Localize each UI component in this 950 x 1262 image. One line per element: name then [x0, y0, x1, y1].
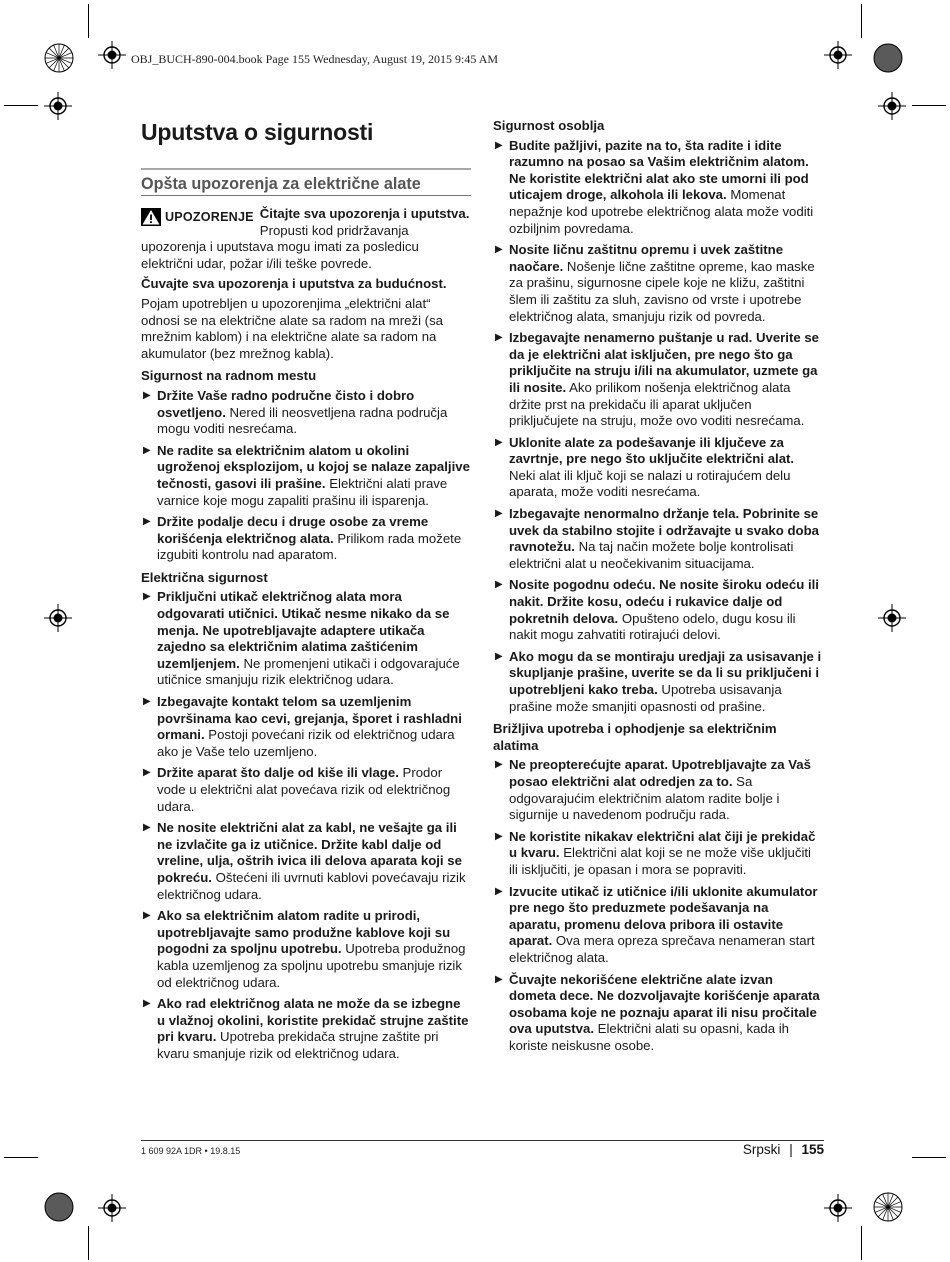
safety-item [493, 577, 823, 643]
warning-bold: Čitajte sva upozorenja i uputstva. [259, 206, 470, 221]
crop-mark [88, 1226, 89, 1260]
gray-disc-icon [44, 1192, 74, 1222]
footer-separator: | [789, 1142, 793, 1157]
bullet-arrow-icon: ▶ [495, 579, 503, 591]
safety-item-text: Momenat nepažnje kod upotrebe električnog alata može voditi ozbiljnim povredama. [509, 187, 814, 236]
bullet-arrow-icon: ▶ [143, 767, 151, 779]
bullet-arrow-icon: ▶ [495, 139, 503, 151]
safety-item [493, 506, 823, 572]
bullet-arrow-icon: ▶ [495, 436, 503, 448]
bullet-arrow-icon: ▶ [143, 998, 151, 1010]
page-number: 155 [801, 1142, 824, 1157]
bullet-arrow-icon: ▶ [495, 973, 503, 985]
left-sections [141, 368, 471, 1062]
registration-mark-icon [824, 41, 852, 69]
safety-item-bold: Ne preopterećujte aparat. Upotrebljavajte za Vaš posao električni alat odredjen za to. [509, 757, 811, 789]
bullet-arrow-icon: ▶ [495, 332, 503, 344]
bullet-arrow-icon: ▶ [495, 885, 503, 897]
safety-item [493, 330, 823, 430]
safety-item-text: Upotreba usisavanja prašine može smanjiti opasnosti od prašine. [509, 682, 782, 714]
subsection-heading: Sigurnost osoblja [493, 118, 605, 133]
safety-item-text: Nošenje lične zaštitne opreme, kao maske za prašinu, sigurnosne cipele koje ne kližu, zaštitni šlem ili zaštitu za sluh, zavisno od vrste i upotrebe električnog alata, smanjuju rizik od povreda. [509, 258, 815, 324]
footer-code: 1 609 92A 1DR • 19.8.15 [141, 1146, 241, 1156]
warning-body: Propusti kod pridržavanja upozorenja i uputstava mogu imati za posledicu električni udar, požar i/ili teške povrede. [141, 222, 419, 271]
bullet-arrow-icon: ▶ [143, 516, 151, 528]
safety-item-text: Električni alati prave varnice koje mogu zapaliti prašinu ili isparenja. [157, 475, 448, 508]
bullet-arrow-icon: ▶ [143, 910, 151, 922]
right-sections [493, 118, 823, 1054]
safety-item [493, 829, 823, 879]
footer-page [743, 1142, 824, 1157]
safety-item-bold: Izvucite utikač iz utičnice i/ili uklonite akumulator pre nego što preduzmete podešavanja na aparatu, promenu delova pribora ili ostavite aparat. [509, 883, 818, 949]
safety-item-bold: Izbegavajte kontakt telom sa uzemljenim površinama kao cevi, grejanja, šporet i rashladni ormani. [157, 694, 462, 743]
registration-mark-icon [44, 604, 72, 632]
safety-item [493, 884, 823, 967]
safety-item-text: Neki alat ili ključ koji se nalazi u rotirajućem delu aparata, može voditi nesrećama. [509, 467, 791, 500]
warning-triangle-icon [141, 208, 161, 226]
safety-item-text: Na taj način možete bolje kontrolisati električni alat u neočekivanim situacijama. [509, 539, 794, 571]
crop-mark [912, 1157, 946, 1158]
safety-item [141, 996, 471, 1062]
safety-item [493, 972, 823, 1055]
safety-item-bold: Izbegavajte nenormalno držanje tela. Pobrinite se uvek da stabilno stojite i održavajte u svako doba ravnotežu. [509, 506, 819, 555]
warning-text: UPOZORENJE [165, 209, 254, 224]
bullet-arrow-icon: ▶ [143, 696, 151, 708]
safety-item [141, 388, 471, 438]
safety-item [141, 820, 471, 903]
safety-item-text: Ova mera opreza sprečava nenameran start električnog alata. [509, 933, 815, 965]
bullet-arrow-icon: ▶ [495, 759, 503, 771]
safety-item [493, 138, 823, 238]
bullet-arrow-icon: ▶ [143, 822, 151, 834]
page-title: Uputstva o sigurnosti [141, 119, 374, 145]
bullet-arrow-icon: ▶ [143, 389, 151, 401]
subsection-heading: Električna sigurnost [141, 569, 268, 585]
safety-item [141, 908, 471, 991]
safety-item-bold: Nosite ličnu zaštitnu opremu i uvek zaštitne naočare. [509, 242, 784, 274]
safety-item-text: Oštećeni ili uvrnuti kablovi povećavaju rizik električnog udara. [157, 869, 466, 902]
safety-item-text: Opušteno odelo, dugu kosu ili nakit mogu zahvatiti rotirajući delovi. [509, 610, 796, 643]
star-target-icon [44, 43, 74, 73]
safety-item-text: Prilikom rada možete izgubiti kontrolu nad aparatom. [157, 530, 462, 563]
footer-rule [141, 1140, 824, 1141]
right-column [493, 118, 823, 1059]
safety-item-bold: Izbegavajte nenamerno puštanje u rad. Uverite se da je električni alat isključen, pre nego što ga priključite na struju i/ili na akumulator, uzmete ga ili nosite. [509, 330, 820, 395]
safety-item [141, 443, 471, 509]
safety-item-text: Upotreba prekidača strujne zaštite pri kvaru smanjuje rizik od električnog udara. [157, 1029, 439, 1061]
safety-item [141, 514, 471, 564]
safety-item-bold: Čuvajte nekorišćene električne alate izvan dometa dece. Ne dozvoljavajte korišćenje aparata osobama koje ne poznaju aparat ili nisu pročitale ova uputstva. [509, 971, 820, 1037]
safety-item-bold: Držite podalje decu i druge osobe za vreme korišćenja električnog alata. [157, 514, 429, 546]
safety-item [141, 694, 471, 760]
safety-item-bold: Držite Vaše radno područne čisto i dobro osvetljeno. [157, 387, 415, 420]
safety-item [493, 435, 823, 501]
safety-item [493, 757, 823, 823]
safety-item-bold: Držite aparat što dalje od kiše ili vlage. [157, 765, 399, 781]
print-header: OBJ_BUCH-890-004.book Page 155 Wednesday, August 19, 2015 9:45 AM [131, 52, 499, 66]
safety-item-bold: Ne nosite električni alat za kabl, ne vešajte ga ili ne izvlačite ga iz utičnice. Držite kabl dalje od vreline, ulja, oštrih ivica ili delova aparata koji se pokreću. [157, 820, 462, 885]
safety-item-bold: Nosite pogodnu odeću. Ne nosite široku odeću ili nakit. Držite kosu, odeću i rukavice dalje od pokretnih delova. [509, 577, 819, 626]
registration-mark-icon [878, 604, 906, 632]
crop-mark [4, 1157, 38, 1158]
keep-instructions: Čuvajte sva upozorenja i uputstva za budućnost. [141, 276, 447, 292]
safety-item-text: Upotreba produžnog kabla uzemljenog za spoljnu upotrebu smanjuje rizik od električnog udara. [157, 941, 466, 990]
warning-label [141, 208, 254, 226]
subsection-heading: Brižljiva upotreba i ophodjenje sa električnim alatima [493, 721, 777, 753]
bullet-arrow-icon: ▶ [143, 444, 151, 456]
safety-item-bold: Ako mogu da se montiraju uredjaji za usisavanje i skupljanje prašine, uverite se da li su priključeni i upotrebljeni kako treba. [509, 648, 822, 697]
safety-item [493, 242, 823, 325]
safety-item-bold: Ako sa električnim alatom radite u prirodi, upotrebljavajte samo produžne kablove koji su pogodni za spoljnu upotrebu. [157, 908, 451, 957]
registration-mark-icon [98, 41, 126, 69]
registration-mark-icon [98, 1194, 126, 1222]
safety-item-text: Sa odgovarajućim električnim alatom radite bolje i sigurnije u navedenom području rada. [509, 773, 780, 823]
star-target-icon [873, 1192, 903, 1222]
section-title: Opšta upozorenja za električne alate [141, 175, 421, 193]
safety-item-bold: Priključni utikač električnog alata mora odgovarati utičnici. Utikač nesme nikako da se menja. Ne upotrebljavajte adaptere utikača zajedno sa električnim alatima zaštićenim uzemljenjem. [157, 589, 450, 671]
warning-block [141, 206, 471, 272]
safety-item-text: Električni alat koji se ne može više uključiti ili isključiti, je opasan i mora se popraviti. [509, 845, 811, 877]
definition-paragraph: Pojam upotrebljen u upozorenjima „električni alat“ odnosi se na električne alate sa radom na mreži (sa mrežnim kablom) i na električne alate sa radom na akumulator (bez mrežnog kabla). [141, 295, 443, 361]
safety-item-bold: Ako rad električnog alata ne može da se izbegne u vlažnoj okolini, koristite prekidač strujne zaštite pri kvaru. [157, 996, 469, 1045]
crop-mark [861, 4, 862, 38]
registration-mark-icon [824, 1194, 852, 1222]
bullet-arrow-icon: ▶ [495, 244, 503, 256]
safety-item-text: Električni alati su opasni, kada ih koriste neiskusne osobe. [509, 1021, 790, 1053]
bullet-arrow-icon: ▶ [143, 591, 151, 603]
registration-mark-icon [878, 92, 906, 120]
safety-item [141, 589, 471, 689]
safety-item-bold: Budite pažljivi, pazite na to, šta radite i idite razumno na posao sa Vašim električnim alatom. Ne koristite električni alat ako ste umorni ili pod uticajem droge, alkohola ili lekova. [509, 137, 809, 203]
footer-language: Srpski [742, 1142, 781, 1157]
subsection-heading: Sigurnost na radnom mestu [141, 368, 317, 384]
safety-item [141, 765, 471, 815]
registration-mark-icon [44, 92, 72, 120]
safety-item-bold: Ne koristite nikakav električni alat čiji je prekidač u kvaru. [509, 828, 816, 861]
safety-item [493, 649, 823, 715]
safety-item-text: Nered ili neosvetljena radna područja mogu voditi nesrećama. [157, 404, 448, 437]
crop-mark [4, 105, 38, 106]
bullet-arrow-icon: ▶ [495, 830, 503, 842]
safety-item-text: Ako prilikom nošenja električnog alata držite prst na prekidaču ili aparat uključen priključujete na struju, može ovo voditi nesrećama. [509, 379, 805, 429]
safety-item-text: Ne promenjeni utikači i odgovarajuće utičnice smanjuju rizik električnog udara. [157, 655, 460, 688]
crop-mark [912, 105, 946, 106]
gray-disc-icon [873, 43, 903, 73]
left-column [141, 118, 471, 1068]
bullet-arrow-icon: ▶ [495, 508, 503, 520]
crop-mark [88, 4, 89, 38]
crop-mark [861, 1226, 862, 1260]
safety-item-bold: Ne radite sa električnim alatom u okolini ugroženoj eksplozijom, u kojoj se nalaze zapaljive tečnosti, gasovi ili prašine. [157, 442, 470, 491]
safety-item-text: Postoji povećani rizik od električnog udara ako je Vaše telo uzemljeno. [157, 727, 455, 759]
safety-item-text: Prodor vode u električni alat povećava rizik od električnog udara. [157, 765, 451, 814]
bullet-arrow-icon: ▶ [495, 650, 503, 662]
safety-item-bold: Uklonite alate za podešavanje ili ključeve za zavrtnje, pre nego što uključite električni alat. [509, 434, 795, 467]
